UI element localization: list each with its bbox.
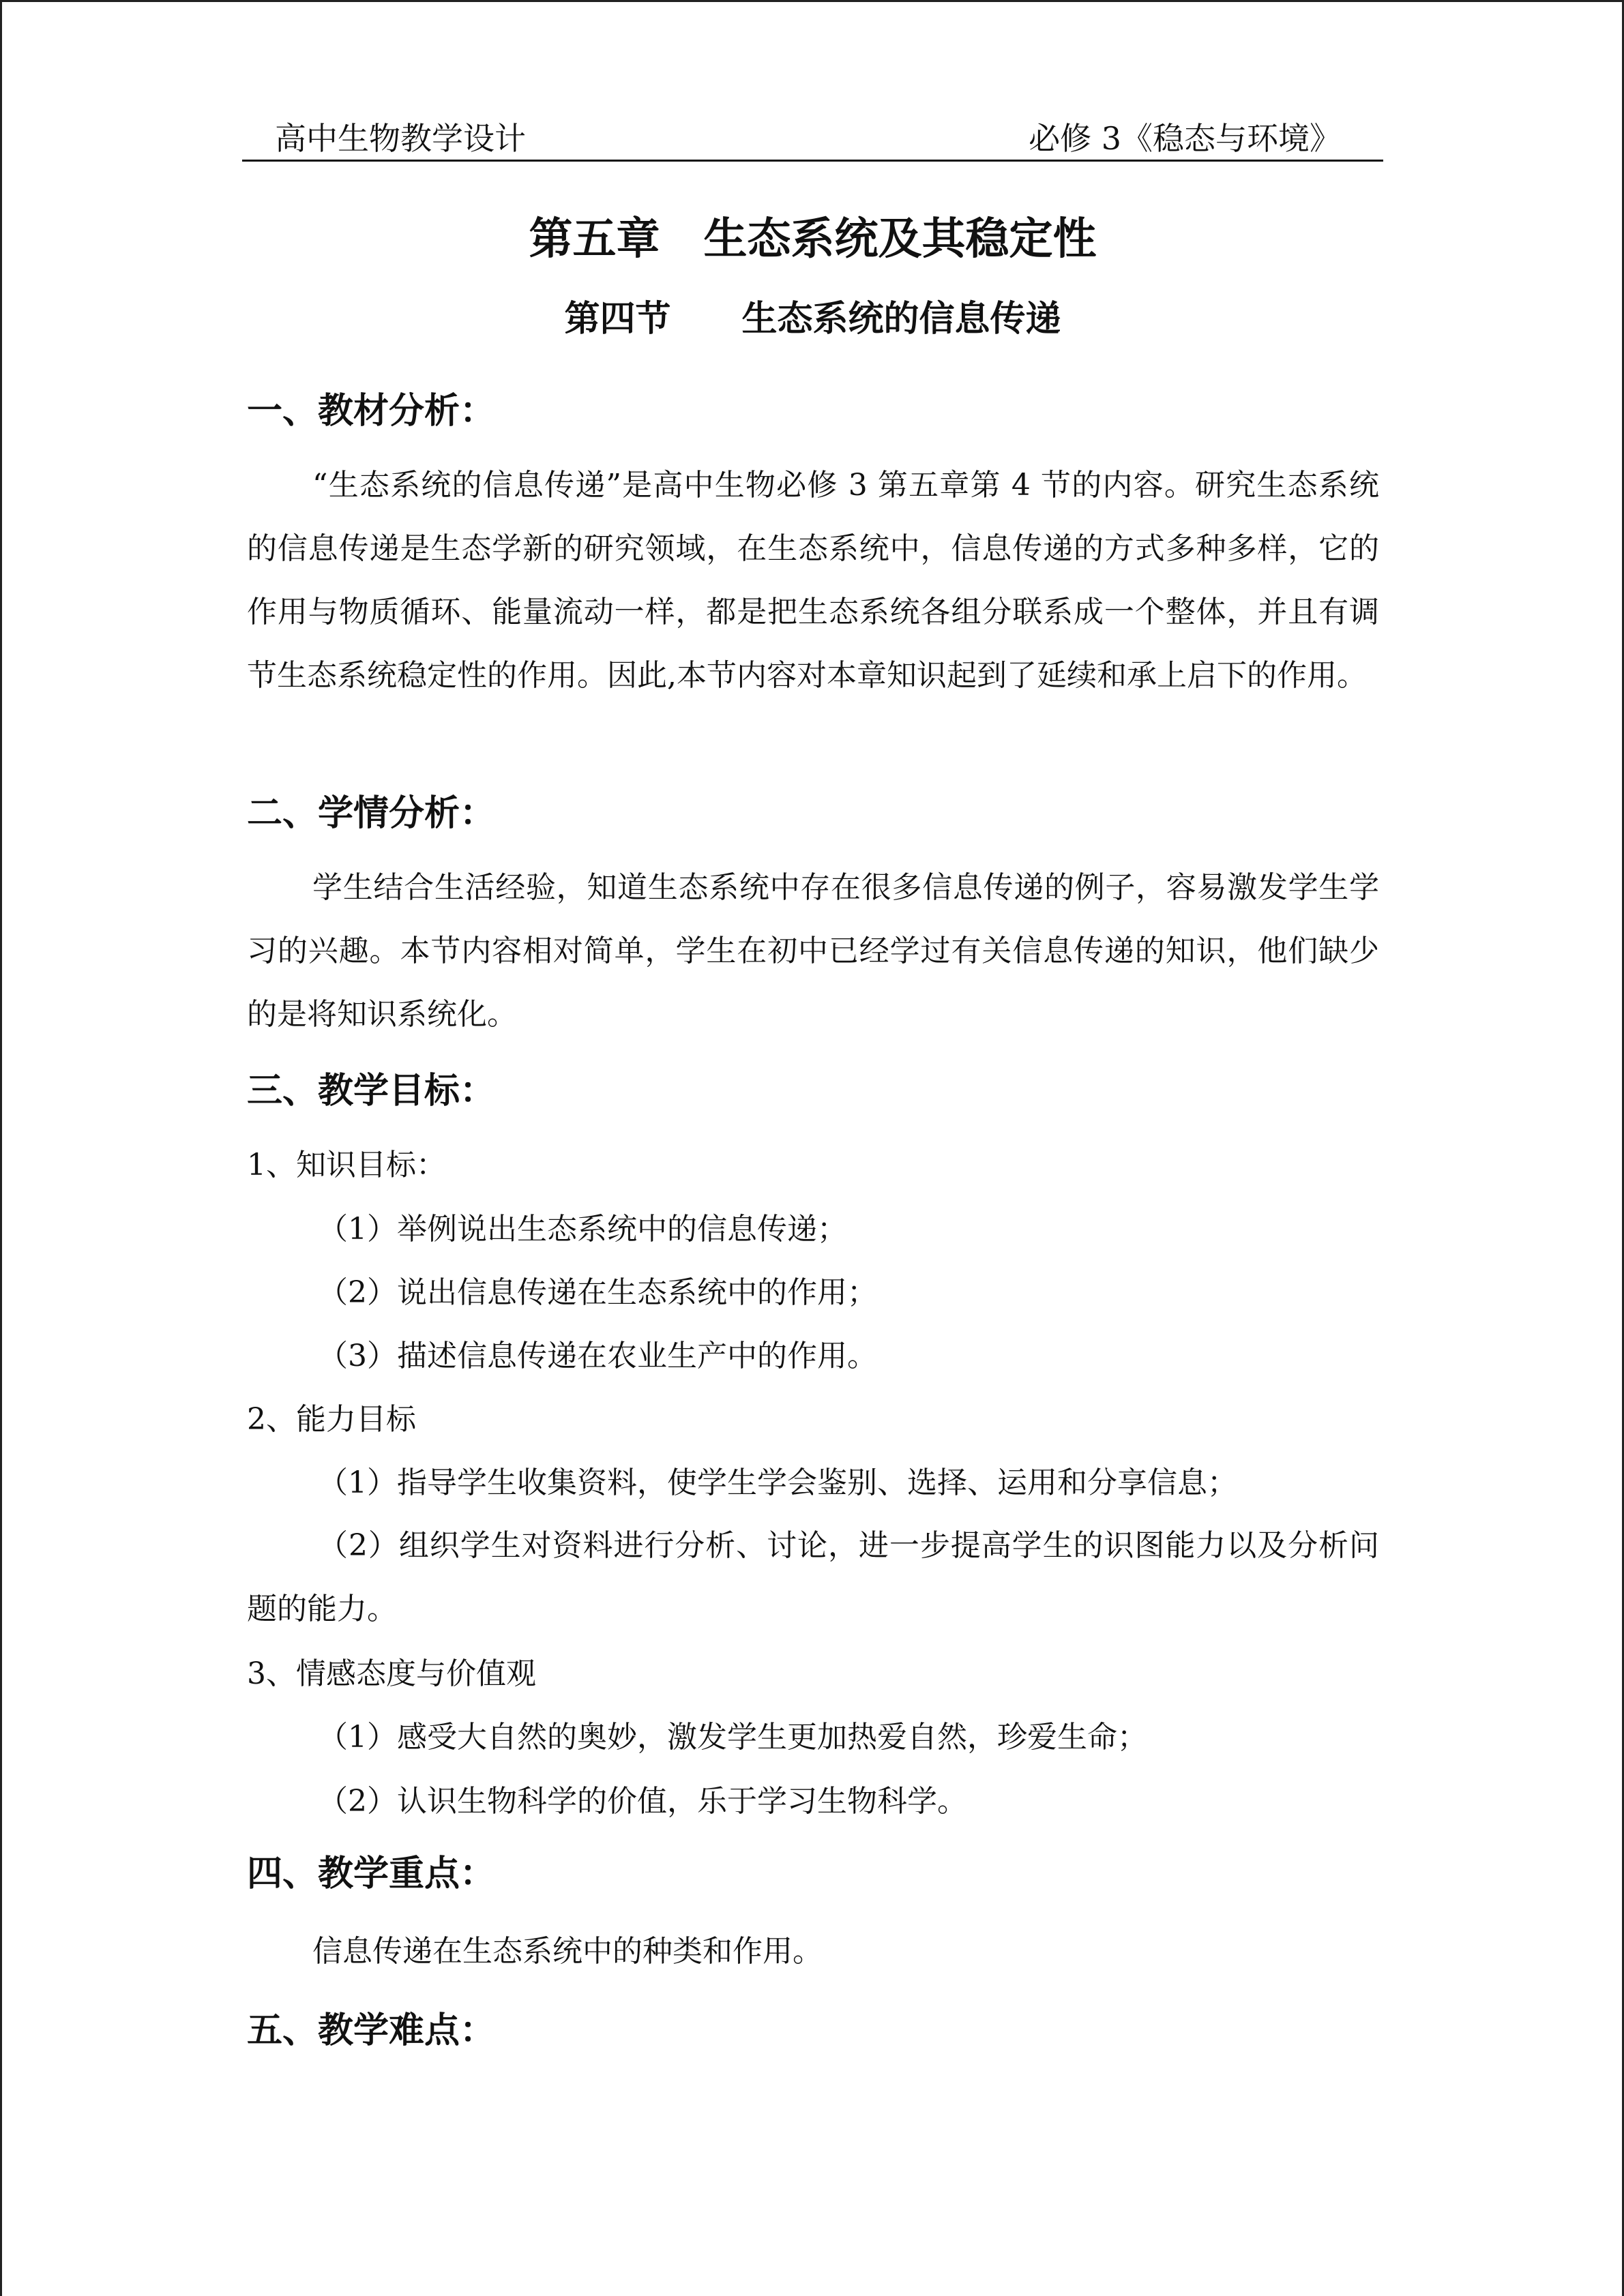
- heading-key-points: 四、教学重点：: [247, 1853, 496, 1894]
- page-border-left: [0, 0, 2, 2296]
- heading-student-analysis: 二、学情分析：: [247, 793, 496, 834]
- heading-teaching-objectives: 三、教学目标：: [247, 1071, 496, 1112]
- goal-knowledge-item: （1）举例说出生态系统中的信息传递；: [318, 1212, 847, 1247]
- goal-attitude-title: 3、情感态度与价值观: [247, 1656, 536, 1691]
- goal-knowledge-item: （2）说出信息传递在生态系统中的作用；: [318, 1275, 877, 1310]
- header-right-title: 必修 3《稳态与环境》: [1029, 120, 1341, 157]
- heading-difficult-points: 五、教学难点：: [247, 2010, 496, 2051]
- chapter-title: 第五章 生态系统及其稳定性: [529, 214, 1097, 265]
- goal-attitude-item: （1）感受大自然的奥妙，激发学生更加热爱自然，珍爱生命；: [318, 1720, 1147, 1755]
- paragraph-key-points: 信息传递在生态系统中的种类和作用。: [312, 1934, 823, 1969]
- goal-ability-item: （1）指导学生收集资料，使学生学会鉴别、选择、运用和分享信息；: [318, 1465, 1237, 1500]
- goal-ability-item: （2）组织学生对资料进行分析、讨论，进一步提高学生的识图能力以及分析问题的能力。: [247, 1528, 1379, 1626]
- goal-knowledge-item: （3）描述信息传递在农业生产中的作用。: [318, 1339, 877, 1373]
- goal-attitude-item: （2）认识生物科学的价值，乐于学习生物科学。: [318, 1784, 967, 1819]
- goal-ability-title: 2、能力目标: [247, 1402, 416, 1437]
- page-border-top: [0, 0, 1624, 2]
- paragraph-student-analysis: 学生结合生活经验，知道生态系统中存在很多信息传递的例子，容易激发学生学习的兴趣。本节内容相对简单，学生在初中已经学过有关信息传递的知识，他们缺少的是将知识系统化。: [247, 870, 1379, 1032]
- paragraph-textbook-analysis: “生态系统的信息传递”是高中生物必修 3 第五章第 4 节的内容。研究生态系统的信息传递是生态学新的研究领域，在生态系统中，信息传递的方式多种多样，它的作用与物质循环、能量流动一样，都是把生态系统各组分联系成一个整体，并且有调节生态系统稳定性的作用。因此,本节内容对本章知识起到了延续和承上启下的作用。: [247, 468, 1379, 693]
- page-header: [242, 117, 1383, 162]
- section-title: 第四节 生态系统的信息传递: [564, 299, 1061, 340]
- goal-knowledge-title: 1、知识目标：: [247, 1148, 446, 1182]
- header-left-title: 高中生物教学设计: [275, 120, 526, 157]
- heading-textbook-analysis: 一、教材分析：: [247, 391, 496, 432]
